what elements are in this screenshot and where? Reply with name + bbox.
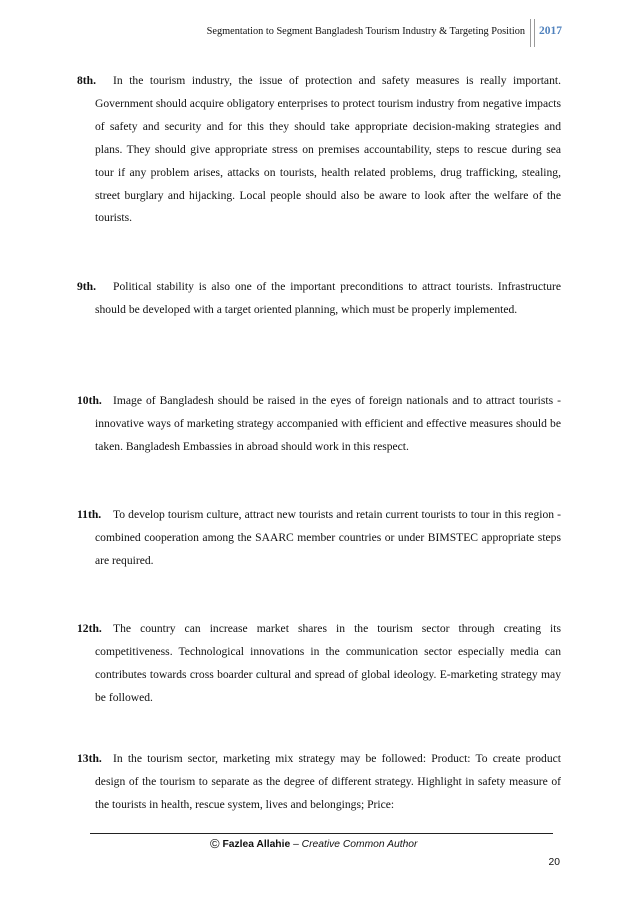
paragraph-8th: [77, 70, 561, 230]
paragraph-text: In the tourism sector, marketing mix strategy may be followed: Product: To create product design of the tourism to separate as the degree of different strategy. Highlight in safety measure of the tourists in health, rescue system, lives and belongings; Price:: [95, 752, 561, 811]
paragraph-10th: [77, 390, 561, 459]
footer-author: Fazlea Allahie: [222, 839, 291, 850]
paragraph-text: To develop tourism culture, attract new tourists and retain current tourists to tour in this region - combined cooperation among the SAARC member countries or under BIMSTEC appropriate steps are required.: [95, 508, 561, 567]
paragraph-12th: [77, 618, 561, 710]
paragraph-number: 12th.: [77, 622, 102, 635]
page-header: [0, 19, 638, 49]
paragraph-text: Political stability is also one of the important preconditions to attract tourists. Infrastructure should be developed with a target oriented planning, which must be properly implemented.: [95, 280, 561, 316]
paragraph-number: 9th.: [77, 280, 97, 293]
paragraph-number: 13th.: [77, 752, 102, 765]
footer-role: Creative Common Author: [301, 839, 418, 850]
paragraph-text: The country can increase market shares in the tourism sector through creating its competitiveness. Technological innovations in the communication sector especially media can contributes towards cross boarder cultural and spread of global ideology. E-marketing strategy may be followed.: [95, 622, 561, 704]
paragraph-number: 10th.: [77, 394, 102, 407]
header-divider: [530, 19, 535, 47]
header-year: 2017: [539, 25, 562, 37]
footer-credit: [210, 836, 417, 851]
paragraph-13th: [77, 748, 561, 817]
header-title: Segmentation to Segment Bangladesh Tourism Industry & Targeting Position: [206, 26, 525, 37]
paragraph-9th: [77, 276, 561, 322]
copyright-icon: ©: [210, 836, 220, 851]
paragraph-text: In the tourism industry, the issue of protection and safety measures is really important. Government should acquire obligatory enterprises to protect tourism industry from negative impacts of safety and security and for this they should take appropriate decision-making strategies and plans. They should give appropriate stress on premises accountability, steps to rescue during sea tour if any problem arises, attacks on tourists, health related problems, drug trafficking, stealing, street burglary and hijacking. Local people should also be aware to look after the welfare of the tourists.: [95, 74, 561, 225]
paragraph-11th: [77, 504, 561, 573]
paragraph-text: Image of Bangladesh should be raised in the eyes of foreign nationals and to attract tourists -innovative ways of marketing strategy accompanied with efficient and effective measures should be taken. Bangladesh Embassies in abroad should work in this respect.: [95, 394, 561, 453]
footer-separator: –: [290, 839, 302, 850]
footer-rule: [90, 833, 553, 834]
paragraph-number: 11th.: [77, 508, 102, 521]
paragraph-number: 8th.: [77, 74, 97, 87]
page-number: 20: [548, 857, 560, 868]
